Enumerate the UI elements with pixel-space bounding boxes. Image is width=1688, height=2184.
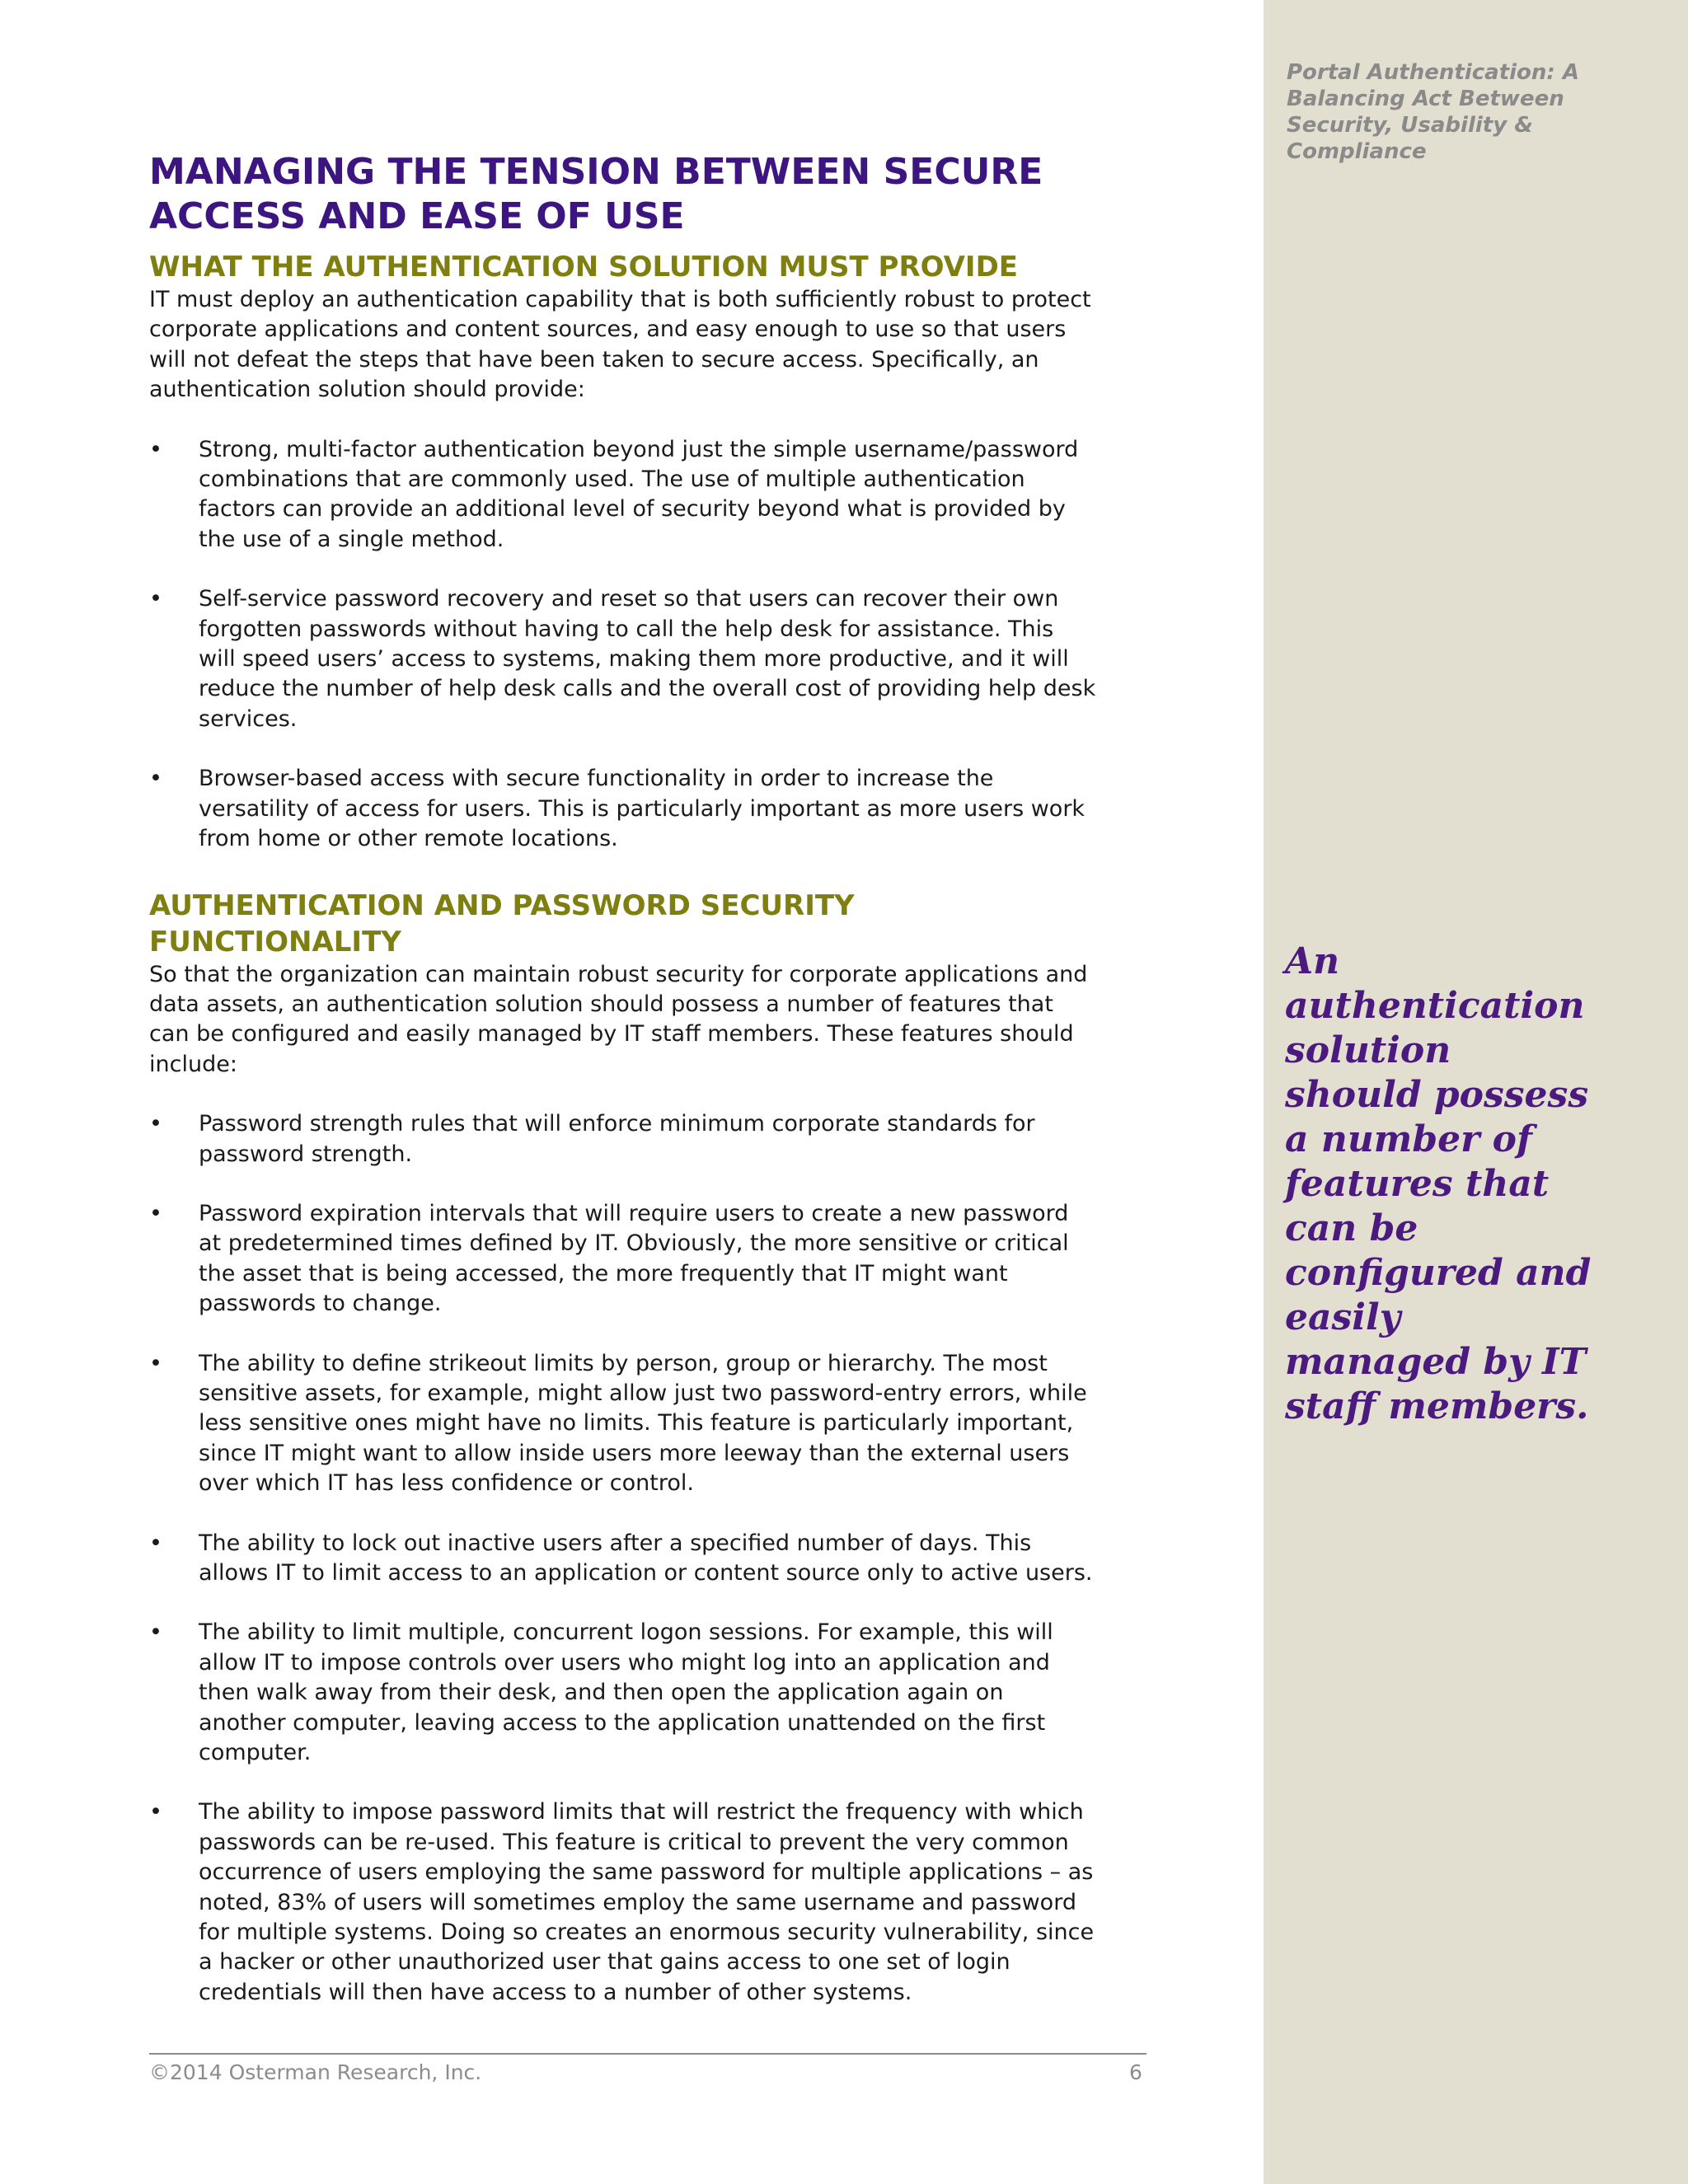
sidebar: [1264, 0, 1688, 2184]
list-item: [149, 435, 1097, 555]
sidebar-title: Portal Authentication: A Balancing Act Between Security, Usability & Compliance: [1287, 60, 1579, 164]
list-item-text: The ability to lock out inactive users after a specified number of days. This allows IT to limit access to an application or content source only to active users.: [199, 1530, 1093, 1586]
list-item: [149, 584, 1097, 734]
bullet-icon: •: [149, 766, 162, 792]
bullet-icon: •: [149, 1799, 162, 1825]
footer-divider: [149, 2053, 1146, 2055]
list-item-text: The ability to impose password limits that will restrict the frequency with which passwords can be re-used. This feature is critical to prevent the very common occurrence of users employing the same password for multiple applications – as noted, 83% of users will sometimes employ the same username and password for multiple systems. Doing so creates an enormous security vulnerability, since a hacker or other unauthorized user that gains access to one set of login credentials will then have access to a number of other systems.: [199, 1799, 1095, 2005]
bullet-list-functionality: [149, 1109, 1097, 2008]
list-item-text: Password expiration intervals that will require users to create a new password at predetermined times defined by IT. Obviously, the more sensitive or critical the asset that is being accessed, the more frequently that IT might want passwords to change.: [199, 1200, 1069, 1317]
main-content: [149, 150, 1097, 2008]
list-item: [149, 1109, 1097, 1169]
section-heading-functionality: AUTHENTICATION AND PASSWORD SECURITY FUNCTIONALITY: [149, 888, 855, 958]
list-item-text: Password strength rules that will enforce minimum corporate standards for password strength.: [199, 1111, 1035, 1167]
bullet-icon: •: [149, 1111, 162, 1137]
list-item: [149, 1199, 1097, 1319]
list-item-text: The ability to limit multiple, concurrent logon sessions. For example, this will allow IT to impose controls over users who might log into an application and then walk away from their desk, and then open the application again on another computer, leaving access to the application unattended on the first computer.: [199, 1619, 1053, 1766]
list-item: [149, 1529, 1097, 1589]
list-item: [149, 764, 1097, 854]
list-item-text: The ability to define strikeout limits by person, group or hierarchy. The most sensitive assets, for example, might allow just two password-entry errors, while less sensitive ones might have no limits. This feature is particularly important, since IT might want to allow inside users more leeway than the external users over which IT has less confidence or control.: [199, 1350, 1087, 1497]
bullet-icon: •: [149, 1350, 162, 1376]
bullet-icon: •: [149, 1619, 162, 1646]
page-number: 6: [1129, 2060, 1142, 2084]
bullet-list-provide: [149, 435, 1097, 855]
list-item-text: Strong, multi-factor authentication beyond just the simple username/password combinations that are commonly used. The use of multiple authentication factors can provide an additional level of security beyond what is provided by the use of a single method.: [199, 436, 1079, 552]
list-item: [149, 1349, 1097, 1499]
section-intro-provide: IT must deploy an authentication capability that is both sufficiently robust to protect corporate applications and content sources, and easy enough to use so that users will not defeat the steps that have been taken to secure access. Specifically, an authentication solution should provide:: [149, 287, 1091, 403]
pull-quote: An authentication solution should possess a number of features that can be configured and easily managed by IT staff members.: [1285, 940, 1592, 1427]
bullet-icon: •: [149, 1200, 162, 1226]
list-item-text: Self-service password recovery and reset so that users can recover their own forgotten passwords without having to call the help desk for assistance. This will speed users’ access to systems, making them more productive, and it will reduce the number of help desk calls and the overall cost of providing help desk services.: [199, 586, 1096, 732]
section-heading-provide: WHAT THE AUTHENTICATION SOLUTION MUST PROVIDE: [149, 251, 1019, 284]
page-heading: MANAGING THE TENSION BETWEEN SECURE ACCESS AND EASE OF USE: [149, 151, 1043, 237]
list-item-text: Browser-based access with secure functionality in order to increase the versatility of access for users. This is particularly important as more users work from home or other remote locations.: [199, 766, 1085, 852]
footer-copyright: ©2014 Osterman Research, Inc.: [149, 2060, 482, 2084]
bullet-icon: •: [149, 1530, 162, 1556]
list-item: [149, 1797, 1097, 2008]
bullet-icon: •: [149, 586, 162, 612]
section-intro-functionality: So that the organization can maintain robust security for corporate applications and data assets, an authentication solution should possess a number of features that can be configured and easily managed by IT staff members. These features should include:: [149, 961, 1088, 1077]
list-item: [149, 1618, 1097, 1768]
bullet-icon: •: [149, 436, 162, 462]
